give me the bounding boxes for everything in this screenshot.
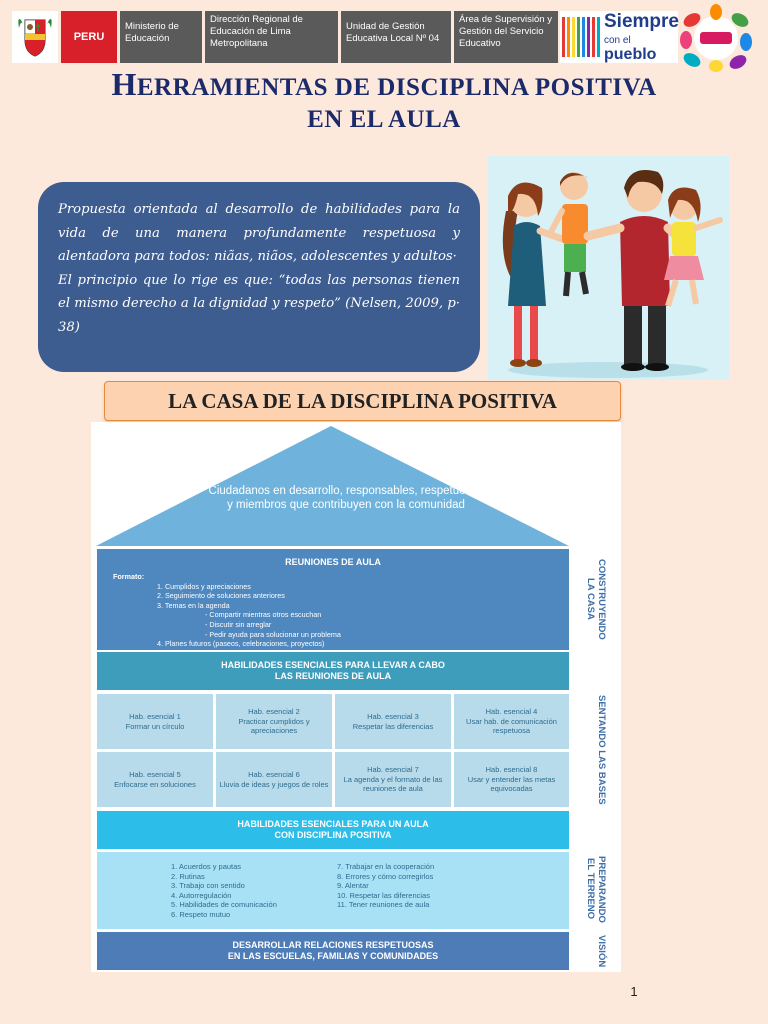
family-illustration xyxy=(488,156,729,380)
skill-cell xyxy=(335,694,451,749)
class-skills-header xyxy=(97,811,569,849)
class-skills-title-2: CON DISCIPLINA POSITIVA xyxy=(274,830,392,840)
skill-desc: Usar hab. de comunicación respetuosa xyxy=(466,716,557,736)
positive-discipline-house-diagram xyxy=(91,422,621,972)
skill-desc: Practicar cumplidos y apreciaciones xyxy=(238,716,310,736)
skill-name: Hab. esencial 5 xyxy=(129,770,181,779)
side-label-building: CONSTRUYENDO LA CASA xyxy=(585,558,607,640)
list-item: 5. Habilidades de comunicación xyxy=(171,900,277,910)
peru-label: PERU xyxy=(61,11,117,63)
meetings-block xyxy=(97,549,569,650)
page-title xyxy=(0,68,768,136)
skill-desc: Respetar las diferencias xyxy=(352,721,434,731)
description-paragraph-2: El principio que lo rige es que: “todas las personas tienen el mismo derecho a la dignidad y respeto” (Nelsen, 2009, p· 38) xyxy=(58,272,460,335)
header-ministry: Ministerio de Educación xyxy=(120,11,202,63)
format-label: Formato: xyxy=(113,572,145,581)
side-label-foundations: SENTANDO LAS BASES xyxy=(596,695,607,805)
skill-cell xyxy=(97,694,213,749)
meeting-skills-header xyxy=(97,652,569,690)
class-skills-list-right xyxy=(337,862,434,910)
class-skills-list-block xyxy=(97,852,569,929)
skill-desc: Enfocarse en soluciones xyxy=(114,779,196,789)
color-bars-icon xyxy=(562,17,600,57)
class-skills-title-1: HABILIDADES ESENCIALES PARA UN AULA xyxy=(237,819,429,829)
header-ugel: Unidad de Gestión Educativa Local Nº 04 xyxy=(341,11,451,63)
title-line-2: EN EL AULA xyxy=(307,106,461,133)
skill-name: Hab. esencial 8 xyxy=(485,765,538,775)
list-item: 6. Respeto mutuo xyxy=(171,909,231,919)
meeting-skills-title-2: LAS REUNIONES DE AULA xyxy=(274,671,392,681)
skill-name: Hab. esencial 3 xyxy=(367,712,419,721)
skill-name: Hab. esencial 4 xyxy=(485,707,538,717)
format-subitem: - Compartir mientras otros escuchan xyxy=(205,610,322,620)
skill-cell xyxy=(216,752,332,807)
colorful-hands-logo-icon xyxy=(678,4,754,72)
skill-desc: Usar y entender las metas equivocadas xyxy=(467,774,556,794)
page-number: 1 xyxy=(630,984,638,999)
skill-desc: La agenda y el formato de las reuniones de aula xyxy=(343,774,443,794)
skill-name: Hab. esencial 7 xyxy=(367,765,419,775)
skill-cell xyxy=(97,752,213,807)
list-item: 10. Respetar las diferencias xyxy=(337,890,430,900)
format-subitem: - Discutir sin arreglar xyxy=(205,619,272,629)
title-line-1: ERRAMIENTAS DE DISCIPLINA POSITIVA xyxy=(136,74,657,101)
skill-name: Hab. esencial 6 xyxy=(248,770,300,779)
slogan-pueblo: pueblo xyxy=(604,45,657,63)
title-capital: H xyxy=(111,66,137,102)
skill-cell xyxy=(454,752,569,807)
header-supervision-area: Área de Supervisión y Gestión del Servicio Educativo xyxy=(454,11,558,63)
skill-cell xyxy=(216,694,332,749)
format-item: 4. Planes futuros (paseos, celebraciones, proyectos) xyxy=(157,639,325,649)
list-item: 4. Autorregulación xyxy=(171,890,232,900)
list-item: 2. Rutinas xyxy=(171,871,205,881)
description-paragraph-1: Propuesta orientada al desarrollo de habilidades para la vida de una manera profundamente respetuosa y alentadora para todos: niãas, niãos, adolescentes y adultos· xyxy=(58,202,460,264)
meeting-skills-title-1: HABILIDADES ESENCIALES PARA LLEVAR A CABO xyxy=(221,660,445,670)
section-subtitle: LA CASA DE LA DISCIPLINA POSITIVA xyxy=(104,381,621,421)
description-box xyxy=(38,182,480,372)
list-item: 11. Tener reuniones de aula xyxy=(337,900,430,910)
roof-text: Ciudadanos en desarrollo, responsables, respetuosos y miembros que contribuyen con la comunidad xyxy=(208,485,484,511)
peru-crest-icon xyxy=(12,11,58,63)
format-item: 3. Temas en la agenda xyxy=(157,600,230,610)
vision-title-2: EN LAS ESCUELAS, FAMILIAS Y COMUNIDADES xyxy=(227,951,439,961)
skill-cell xyxy=(454,694,569,749)
class-skills-list-left xyxy=(171,862,277,920)
side-label-vision: VISIÓN xyxy=(596,934,607,968)
skill-desc: Formar un círculo xyxy=(125,721,185,731)
skill-name: Hab. esencial 1 xyxy=(129,712,181,721)
skill-cell xyxy=(335,752,451,807)
slogan-siempre: Siempre xyxy=(604,10,679,32)
header-regional-direction: Dirección Regional de Educación de Lima Metropolitana xyxy=(205,11,338,63)
meetings-title: REUNIONES DE AULA xyxy=(285,557,381,567)
list-item: 9. Alentar xyxy=(337,881,369,891)
slogan-con-el: con el xyxy=(604,34,631,46)
list-item: 3. Trabajo con sentido xyxy=(171,881,245,891)
list-item: 1. Acuerdos y pautas xyxy=(171,862,242,871)
side-label-ground: PREPARANDO EL TERRENO xyxy=(585,855,607,923)
siempre-logo xyxy=(560,11,678,63)
format-subitem: - Pedir ayuda para solucionar un problema xyxy=(205,629,341,639)
skill-desc: Lluvia de ideas y juegos de roles xyxy=(219,779,329,789)
vision-block xyxy=(97,932,569,970)
list-item: 8. Errores y cómo corregirlos xyxy=(337,871,434,881)
vision-title-1: DESARROLLAR RELACIONES RESPETUOSAS xyxy=(232,940,434,950)
skill-name: Hab. esencial 2 xyxy=(248,707,300,717)
list-item: 7. Trabajar en la cooperación xyxy=(337,862,435,871)
format-item: 2. Seguimiento de soluciones anteriores xyxy=(157,591,285,601)
format-item: 1. Cumplidos y apreciaciones xyxy=(157,581,251,591)
